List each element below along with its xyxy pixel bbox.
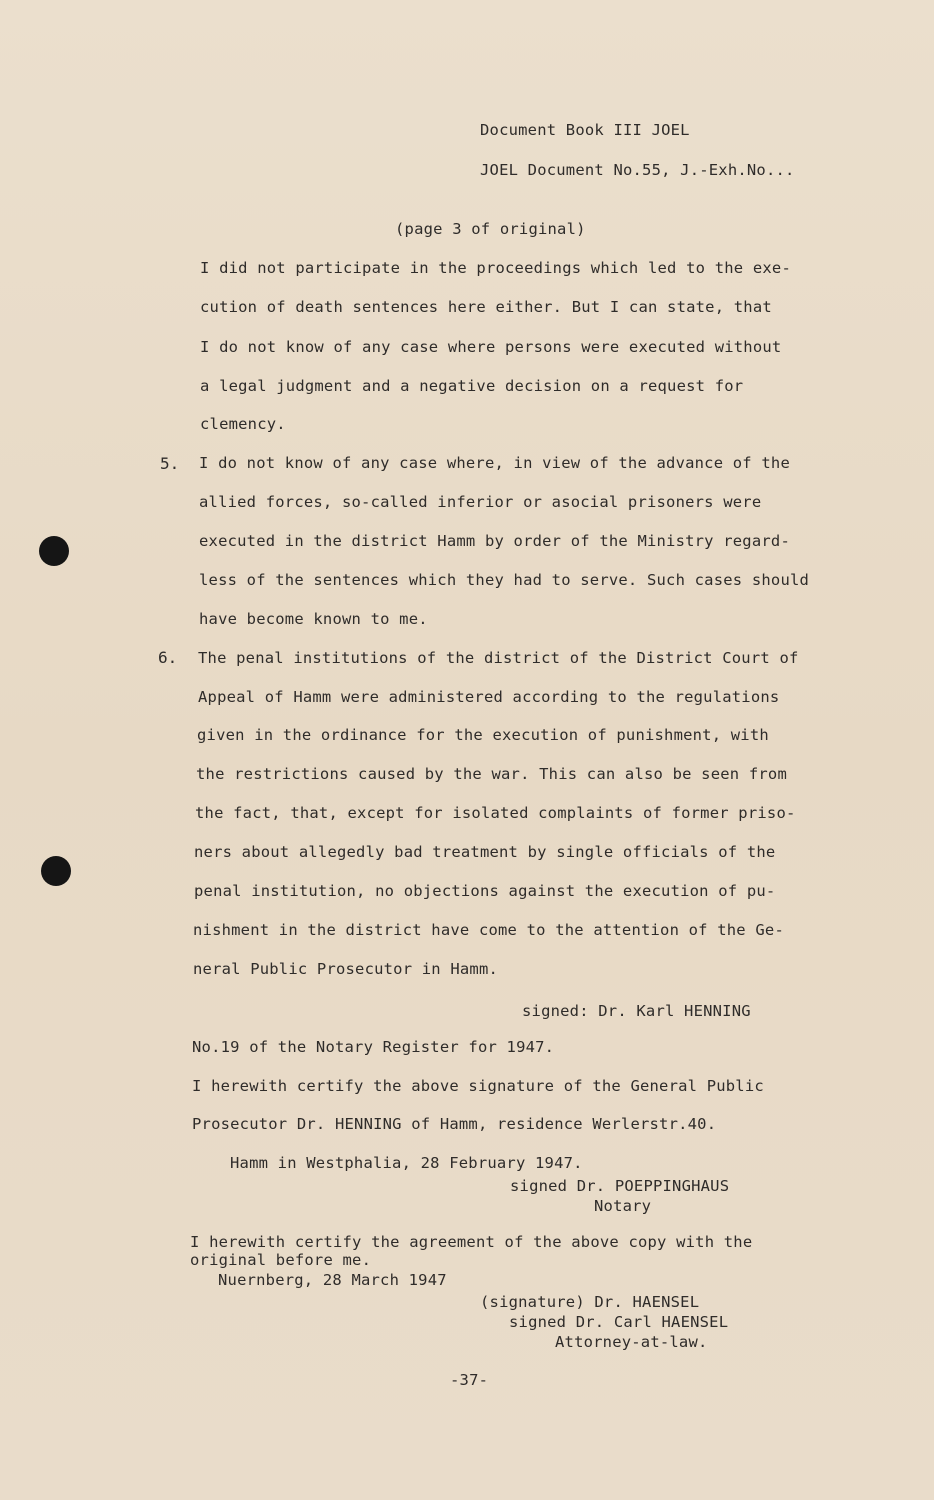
intro-line: clemency. <box>200 415 286 433</box>
item-6-line: penal institution, no objections against the execution of pu- <box>194 882 776 900</box>
item-5-number: 5. <box>160 454 180 473</box>
item-6-line: neral Public Prosecutor in Hamm. <box>193 960 499 978</box>
notary-certify-line: I herewith certify the above signature of the General Public <box>192 1077 764 1095</box>
notary-title: Notary <box>594 1197 652 1215</box>
item-6-line: nishment in the district have come to the attention of the Ge- <box>193 921 784 939</box>
attest-line: I herewith certify the agreement of the above copy with the <box>190 1233 753 1251</box>
item-6-line: the fact, that, except for isolated complaints of former priso- <box>195 804 796 822</box>
intro-line: I did not participate in the proceedings which led to the exe- <box>200 259 791 277</box>
notary-register: No.19 of the Notary Register for 1947. <box>192 1038 555 1056</box>
item-6-line: Appeal of Hamm were administered according to the regulations <box>198 688 780 706</box>
attest-signature: (signature) Dr. HAENSEL <box>480 1293 700 1311</box>
item-6-line: The penal institutions of the district of the District Court of <box>198 649 799 667</box>
attest-place-date: Nuernberg, 28 March 1947 <box>218 1271 447 1289</box>
item-6-line: given in the ordinance for the execution of punishment, with <box>197 726 769 744</box>
signature-henning: signed: Dr. Karl HENNING <box>522 1002 751 1020</box>
item-5-line: I do not know of any case where, in view of the advance of the <box>199 454 790 472</box>
page-note: (page 3 of original) <box>395 220 586 238</box>
page-number: -37- <box>450 1371 489 1389</box>
attest-line: original before me. <box>190 1251 372 1269</box>
attest-title: Attorney-at-law. <box>555 1333 708 1351</box>
header-document-book: Document Book III JOEL <box>480 121 690 139</box>
item-6-line: the restrictions caused by the war. This can also be seen from <box>196 765 787 783</box>
item-5-line: executed in the district Hamm by order of the Ministry regard- <box>199 532 790 550</box>
header-document-number: JOEL Document No.55, J.-Exh.No... <box>480 161 795 179</box>
item-5-line: less of the sentences which they had to serve. Such cases should <box>199 571 810 589</box>
punch-hole-lower <box>41 856 71 886</box>
notary-signed: signed Dr. POEPPINGHAUS <box>510 1177 730 1195</box>
intro-line: cution of death sentences here either. But I can state, that <box>200 298 772 316</box>
attest-signed: signed Dr. Carl HAENSEL <box>509 1313 729 1331</box>
item-6-line: ners about allegedly bad treatment by single officials of the <box>194 843 776 861</box>
item-6-number: 6. <box>158 648 178 667</box>
notary-certify-line: Prosecutor Dr. HENNING of Hamm, residence Werlerstr.40. <box>192 1115 717 1133</box>
punch-hole-upper <box>39 536 69 566</box>
notary-place-date: Hamm in Westphalia, 28 February 1947. <box>230 1154 583 1172</box>
item-5-line: allied forces, so-called inferior or asocial prisoners were <box>199 493 762 511</box>
item-5-line: have become known to me. <box>199 610 428 628</box>
intro-line: a legal judgment and a negative decision on a request for <box>200 377 744 395</box>
intro-line: I do not know of any case where persons were executed without <box>200 338 782 356</box>
